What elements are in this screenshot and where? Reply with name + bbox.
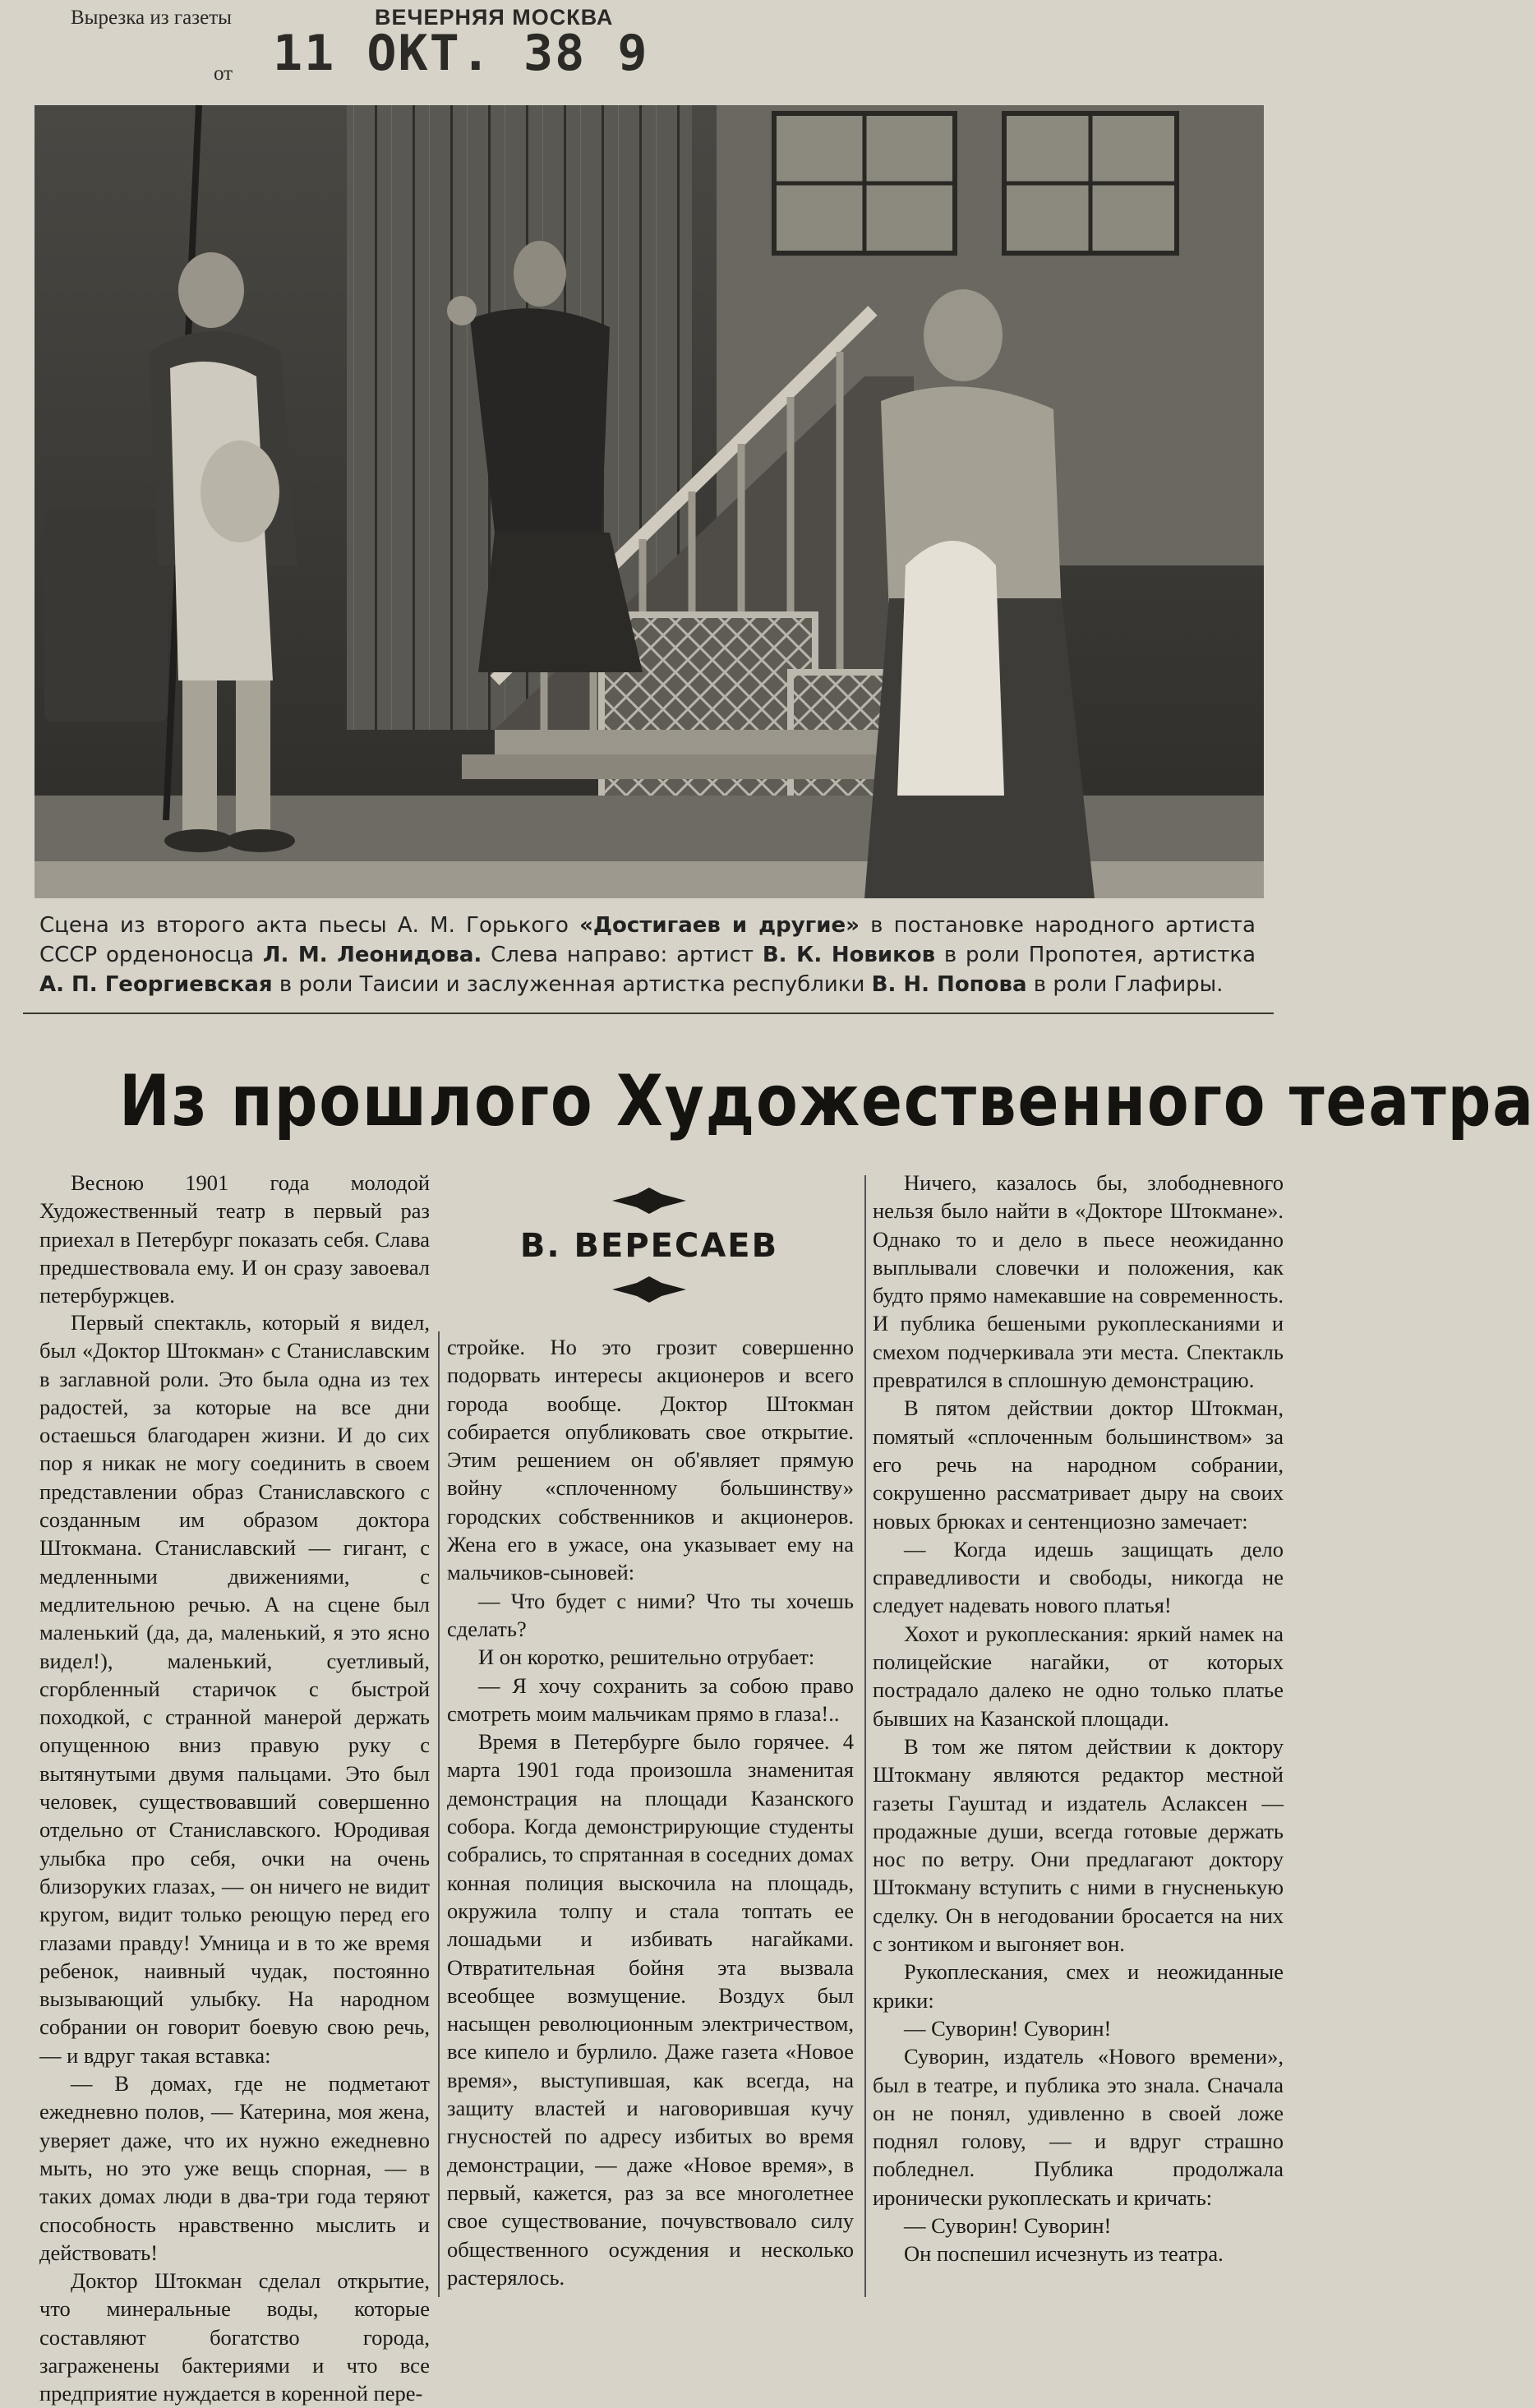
paragraph: — Суворин! Суворин!: [904, 2212, 1112, 2238]
caption-director: Л. М. Леонидова.: [262, 943, 482, 967]
paragraph: — Суворин! Суворин!: [904, 2015, 1112, 2041]
paragraph: В том же пятом действии к доктору Штокману являются редактор местной газеты Гауштад и издатель Аслаксен — продажные души, всегда готовые держать нос по ветру. Они предлагают доктору Штокману вступить с ними в гнусненькую сделку. Он в негодовании бросается на них с зонтиком и выгоняет вон.: [873, 1733, 1284, 1957]
divider-rule: [23, 1013, 1274, 1014]
date-stamp: 11 ОКТ. 38 9: [273, 25, 649, 82]
caption-text: в роли Пропотея, артистка: [935, 943, 1256, 967]
caption-text: в постановке народного артиста СССР орденоносца: [39, 913, 1256, 967]
paragraph: Время в Петербурге было горячее. 4 марта 1901 года произошла знаменитая демонстрация на площади Казанского собора. Когда демонстрирующие студенты собрались, то спрятанная в соседних домах конная полиция выскочила на площадь, окружила толпу и стала топтать ее лошадьми и избивать нагайками. Отвратительная бойня эта вызвала всеобщее возмущение. Воздух был насыщен революционным электричеством, все кипело и бурлило. Даже газета «Новое время», выступившая, как всегда, на защиту властей и наговорившая кучу гнусностей по адресу избитых во время демонстрации, — даже «Новое время», в первый, кажется, раз за все многолетнее свое существование, почувствовало силу общественного осуждения и несколько растерялось.: [447, 1729, 854, 2290]
caption-text: в роли Таисии и заслуженная артистка республики: [272, 972, 872, 997]
paragraph: Хохот и рукоплескания: яркий намек на полицейские нагайки, от которых пострадало далеко не одно только платье бывших на Казанской площади.: [873, 1621, 1284, 1731]
column-divider: [438, 1331, 440, 2297]
paragraph: Рукоплескания, смех и неожиданные крики:: [873, 1959, 1284, 2013]
theatre-scene-photo: [35, 105, 1264, 898]
paragraph: Весною 1901 года молодой Художественный театр в первый раз приехал в Петербург показать себя. Слава предшествовала ему. И он сразу завоевал петербуржцев.: [39, 1170, 430, 1308]
author-name: В. ВЕРЕСАЕВ: [519, 1227, 779, 1265]
caption-actor-novikov: В. К. Новиков: [762, 943, 936, 967]
paragraph: Суворин, издатель «Нового времени», был в театре, и публика это знала. Сначала он не понял, удивленно в своей ложе поднял голову, — и вдруг страшно побледнел. Публика продолжала иронически рукоплескать и кричать:: [873, 2044, 1284, 2210]
byline: [444, 1188, 855, 1319]
caption-play-title: «Достигаев и другие»: [579, 913, 860, 938]
article-column-1: [39, 1308, 430, 2408]
column-divider: [864, 1175, 866, 2297]
caption-text: Слева направо: артист: [482, 943, 763, 967]
article-headline: Из прошлого Художественного театра: [119, 1060, 1535, 1142]
photo-caption: [39, 911, 1256, 999]
paragraph: Он поспешил исчезнуть из театра.: [904, 2241, 1224, 2267]
caption-actress-georgievskaya: А. П. Георгиевская: [39, 972, 273, 997]
paragraph: Первый спектакль, который я видел, был «Доктор Штокман» с Станиславским в заглавной роли. Это была одна из тех радостей, за которые на все дни остаешься благодарен жизни. И до сих пор я никак не могу соединить в своем представлении образ Станиславского с созданным им образом доктора Штокмана. Станиславский — гигант, с медленными движениями, с медлительною речью. А на сцене был маленький (да, да, маленький, я это ясно видел!), маленький, суетливый, сгорбленный старичок с быстрой походкой, с странной манерой держать опущенною вниз правую руку с вытянутыми двумя пальцами. Это был человек, существовавший совершенно отдельно от Станиславского. Юродивая улыбка про себя, очки на очень близоруких глазах, — он ничего не видит кругом, видит только реющую перед его глазами правду! Умница и в то же время ребенок, наивный чудак, постоянно вызывающий улыбку. На народном собрании он говорит боевую свою речь, — и вдруг такая вставка:: [39, 1310, 430, 2068]
label-ot: от: [214, 62, 233, 85]
paragraph: — Я хочу сохранить за собою право смотреть моим мальчикам прямо в глаза!..: [447, 1672, 854, 1726]
caption-text: Сцена из второго акта пьесы А. М. Горького: [39, 913, 580, 938]
paragraph: И он коротко, решительно отрубает:: [478, 1645, 815, 1670]
paragraph: — Когда идешь защищать дело справедливости и свободы, никогда не следует надевать нового платья!: [873, 1536, 1284, 1618]
paragraph: — Что будет с ними? Что ты хочешь сделать?: [447, 1588, 854, 1641]
caption-text: в роли Глафиры.: [1026, 972, 1224, 997]
paragraph: — В домах, где не подметают ежедневно полов, — Катерина, моя жена, уверяет даже, что их нужно ежедневно мыть, но это уже вещь спорная, — в таких домах люди в два-три года теряют способность нравственно мыслить и действовать!: [39, 2071, 430, 2265]
label-vyrezka: Вырезка из газеты: [71, 7, 232, 29]
paragraph: В пятом действии доктор Штокман, помятый «сплоченным большинством» за его речь на народном собрании, сокрушенно рассматривает дыру на своих новых брюках и сентенциозно замечает:: [873, 1395, 1284, 1534]
article-column-1-intro: [39, 1169, 430, 1309]
paragraph: Доктор Штокман сделал открытие, что минеральные воды, которые составляют богатство города, заграженены бактериями и что все предприятие нуждается в коренной пере-: [39, 2268, 430, 2406]
article-column-3: [873, 1169, 1284, 2268]
paragraph: Ничего, казалось бы, злободневного нельзя было найти в «Докторе Штокмане». Однако то и дело в пьесе неожиданно выплывали словечки и положения, как будто прямо намекавшие на современность. И публика бешеными рукоплесканиями и смехом подчеркивала эти места. Спектакль превратился в сплошную демонстрацию.: [873, 1170, 1284, 1393]
label-paper-name: ВЕЧЕРНЯЯ МОСКВА: [375, 5, 614, 30]
article-column-2: [447, 1333, 854, 2291]
caption-actress-popova: В. Н. Попова: [871, 972, 1027, 997]
paragraph: стройке. Но это грозит совершенно подорвать интересы акционеров и всего города вообще. Доктор Штокман собирается опубликовать свое открытие. Этим решением он об'являет прямую войну «сплоченному большинству» городских собственников и акционеров. Жена его в ужасе, она указывает ему на мальчиков-сыновей:: [447, 1335, 854, 1585]
